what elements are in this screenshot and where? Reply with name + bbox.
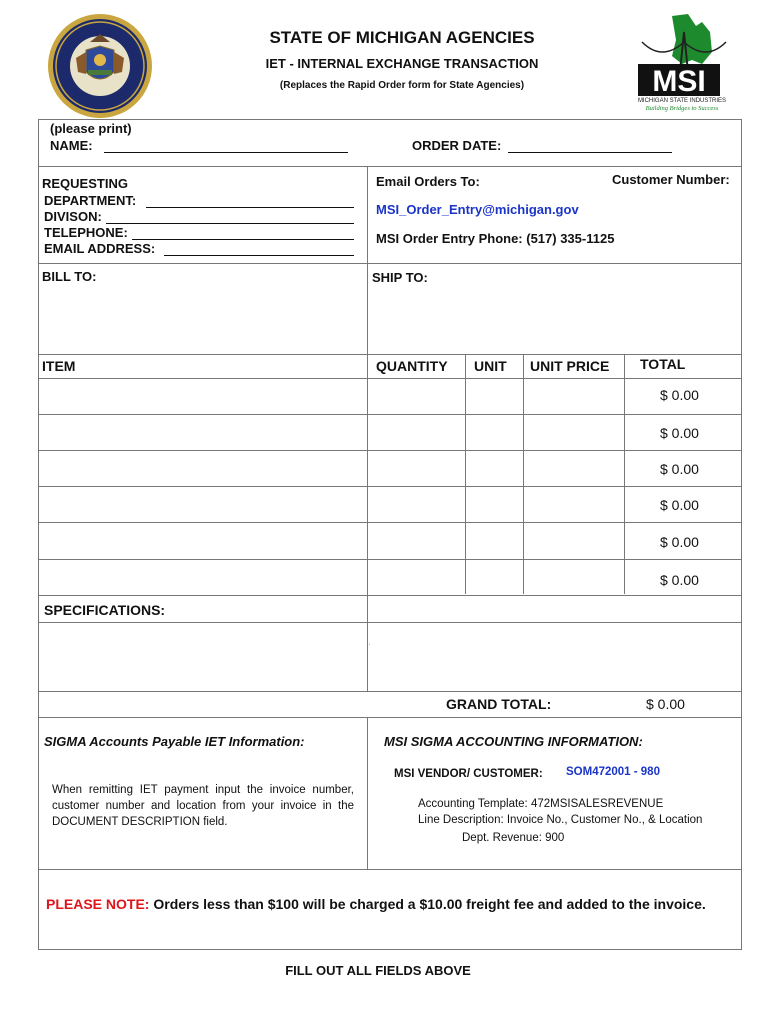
specifications-label: SPECIFICATIONS: <box>44 602 166 618</box>
vendor-label: MSI VENDOR/ CUSTOMER: <box>394 768 543 780</box>
total-header: TOTAL <box>640 356 686 372</box>
ship-to-field[interactable] <box>370 286 738 352</box>
item-header: ITEM <box>42 358 76 374</box>
order-email-link[interactable]: MSI_Order_Entry@michigan.gov <box>376 202 579 217</box>
name-field[interactable] <box>104 137 348 153</box>
requesting-label: REQUESTING <box>42 176 128 191</box>
table-row[interactable] <box>40 487 740 522</box>
row-total: $ 0.00 <box>660 497 699 513</box>
order-phone: MSI Order Entry Phone: (517) 335-1125 <box>376 231 615 246</box>
svg-text:MICHIGAN STATE INDUSTRIES: MICHIGAN STATE INDUSTRIES <box>637 98 727 104</box>
footer-instruction: FILL OUT ALL FIELDS ABOVE <box>285 963 471 978</box>
telephone-field[interactable] <box>132 224 354 240</box>
form-subtitle: IET - INTERNAL EXCHANGE TRANSACTION <box>265 56 539 71</box>
agency-seal <box>44 12 156 120</box>
table-row[interactable] <box>40 451 740 486</box>
telephone-label: TELEPHONE: <box>44 225 128 240</box>
bill-to-label: BILL TO: <box>42 269 97 284</box>
table-row[interactable] <box>40 379 740 414</box>
row-total: $ 0.00 <box>660 387 699 403</box>
row-total: $ 0.00 <box>660 534 699 550</box>
department-field[interactable] <box>146 192 354 208</box>
msi-logo <box>632 12 732 112</box>
please-print-label: (please print) <box>50 121 132 136</box>
unit-header: UNIT <box>474 358 507 374</box>
specifications-field[interactable] <box>40 624 740 690</box>
please-note <box>46 895 726 914</box>
division-field[interactable] <box>106 208 354 224</box>
order-date-label: ORDER DATE: <box>412 138 502 153</box>
order-date-field[interactable] <box>508 137 672 153</box>
line-description: Line Description: Invoice No., Customer No., & Location <box>418 814 703 826</box>
row-total: $ 0.00 <box>660 425 699 441</box>
email-orders-label: Email Orders To: <box>376 174 480 189</box>
specifications-mark: · <box>368 640 371 649</box>
email-address-label: EMAIL ADDRESS: <box>44 241 156 256</box>
unit-price-header: UNIT PRICE <box>530 358 610 374</box>
grand-total-label: GRAND TOTAL: <box>446 696 552 712</box>
row-total: $ 0.00 <box>660 461 699 477</box>
email-address-field[interactable] <box>164 240 354 256</box>
department-label: DEPARTMENT: <box>44 193 137 208</box>
form-title: STATE OF MICHIGAN AGENCIES <box>269 28 535 47</box>
svg-text:MSI: MSI <box>652 65 706 98</box>
vendor-value: SOM472001 - 980 <box>566 766 660 778</box>
table-row[interactable] <box>40 415 740 450</box>
table-row[interactable] <box>40 560 740 595</box>
quantity-header: QUANTITY <box>376 358 448 374</box>
name-label: NAME: <box>50 138 93 153</box>
customer-number-label: Customer Number: <box>612 172 730 187</box>
accounting-template: Accounting Template: 472MSISALESREVENUE <box>418 798 664 810</box>
ship-to-label: SHIP TO: <box>372 270 428 285</box>
bill-to-field[interactable] <box>40 286 365 352</box>
please-note-text: Orders less than $100 will be charged a $10.00 freight fee and added to the invoice. <box>153 896 706 912</box>
sigma-ap-heading: SIGMA Accounts Payable IET Information: <box>44 734 305 749</box>
table-row[interactable] <box>40 523 740 559</box>
division-label: DIVISON: <box>44 209 102 224</box>
please-note-label: PLEASE NOTE: <box>46 896 150 912</box>
msi-sigma-heading: MSI SIGMA ACCOUNTING INFORMATION: <box>384 734 643 749</box>
grand-total-value: $ 0.00 <box>646 696 685 712</box>
row-total: $ 0.00 <box>660 572 699 588</box>
dept-revenue: Dept. Revenue: 900 <box>462 832 565 844</box>
svg-text:Building Bridges to Success: Building Bridges to Success <box>645 105 719 112</box>
form-note: (Replaces the Rapid Order form for State Agencies) <box>279 80 525 91</box>
sigma-ap-instructions: When remitting IET payment input the invoice number, customer number and location from your invoice in the DOCUMENT DESCRIPTION field. <box>52 784 354 828</box>
